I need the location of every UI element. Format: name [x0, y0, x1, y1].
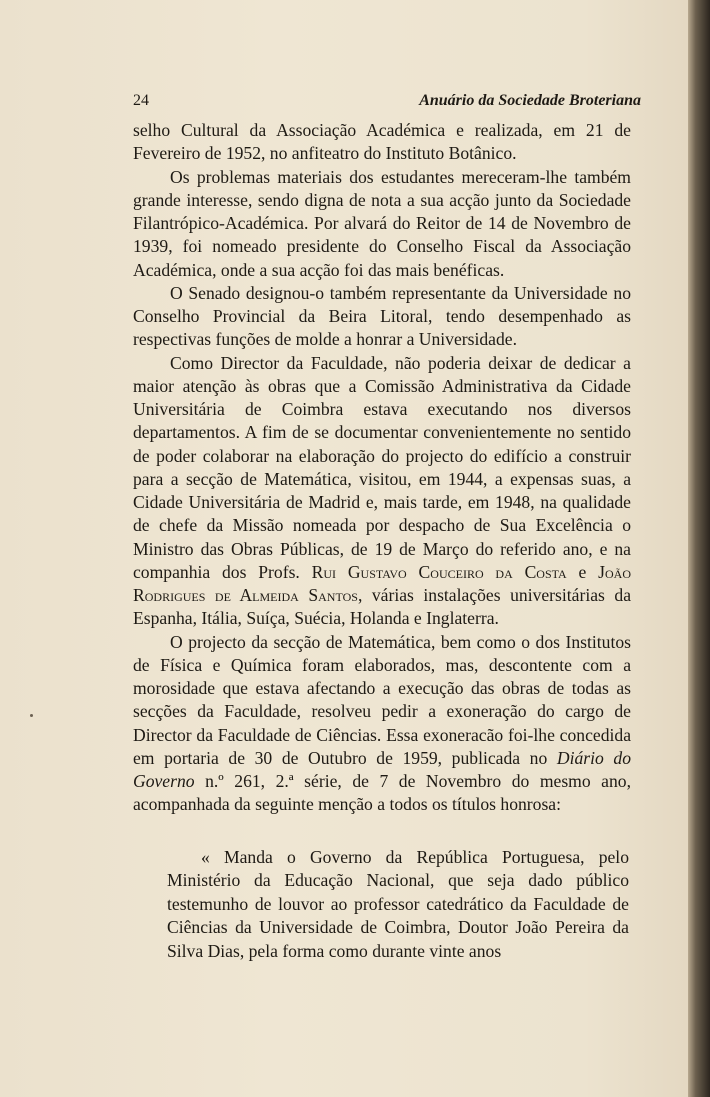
paragraph-5-text-after: n.º 261, 2.ª série, de 7 de Novembro do mesmo ano, acompanhada da seguinte menção a todos os títulos honrosa: — [133, 771, 631, 815]
conjunction: e — [566, 561, 599, 582]
page-header — [133, 92, 641, 114]
paragraph-3: O Senado designou-o também representante da Universidade no Conselho Provincial da Beira Litoral, tendo desempenhado as respectivas funções de molde a honrar a Universidade. — [133, 282, 631, 350]
paragraph-4-text-after: , várias instalações universitárias da Espanha, Itália, Suíça, Suécia, Holanda e Inglaterra. — [133, 585, 632, 629]
paragraph-5-text-before: O projecto da secção de Matemática, bem como o dos Institutos de Física e Química foram elaborados, mas, descontente com a morosidade que estava afectando a execução das obras de todas as secções da Faculdade, resolveu pedir a exoneração do cargo de Director da Faculdade de Ciências. Essa exoneracão foi-lhe concedida em portaria de 30 de Outubro de 1959, publicada no — [133, 631, 631, 768]
running-title: Anuário da Sociedade Broteriana — [419, 92, 641, 109]
paragraph-2: Os problemas materiais dos estudantes mereceram-lhe também grande interesse, sendo digna de nota a sua acção junto da Sociedade Filantrópico-Académica. Por alvará do Reitor de 14 de Novembro de 1939, foi nomeado presidente do Conselho Fiscal da Associação Académica, onde a sua acção foi das mais benéficas. — [133, 166, 631, 280]
paragraph-4 — [133, 352, 631, 631]
paragraph-4-text-before: Como Director da Faculdade, não poderia deixar de dedicar a maior atenção às obras que a Comissão Administrativa da Cidade Universitária de Coimbra estava executando nos diversos departamentos. A fim de se documentar convenientemente no sentido de poder colaborar na elaboração do projecto do edifício a construir para a secção de Matemática, visitou, em 1944, a expensas suas, a Cidade Universitária de Madrid e, mais tarde, em 1948, na qualidade de chefe da Missão nomeada por despacho de Sua Excelência o Ministro das Obras Públicas, de 19 de Março do referido ano, e na companhia dos Profs. — [133, 352, 631, 582]
paper-speck — [30, 714, 33, 717]
quotation-block — [167, 846, 629, 963]
paragraph-1: selho Cultural da Associação Académica e realizada, em 21 de Fevereiro de 1952, no anfiteatro do Instituto Botânico. — [133, 120, 631, 164]
page-number: 24 — [133, 92, 149, 109]
person-name-costa: Rui Gustavo Couceiro da Costa — [311, 561, 567, 582]
body-text — [133, 119, 631, 817]
quotation-text: « Manda o Governo da República Portuguesa, pelo Ministério da Educação Nacional, que seja dado público testemunho de louvor ao professor catedrático da Faculdade de Ciências da Universidade de Coimbra, Doutor João Pereira da Silva Dias, pela forma como durante vinte anos — [167, 847, 629, 961]
publication-title: Diário do Governo — [133, 747, 631, 791]
paragraph-5 — [133, 631, 631, 817]
page-edge-shadow — [688, 0, 710, 1097]
person-name-santos: João Rodrigues de Almeida Santos — [133, 561, 631, 605]
